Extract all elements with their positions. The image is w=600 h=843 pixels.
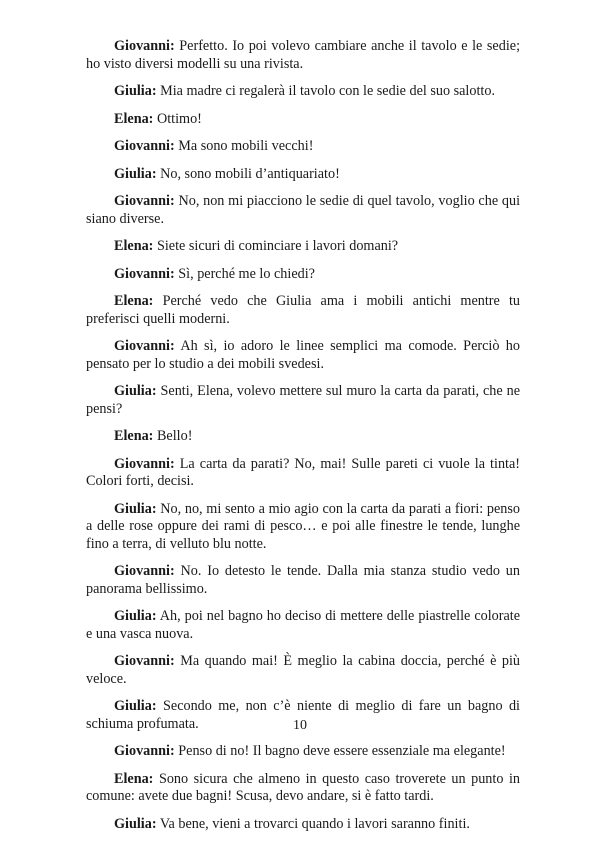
line-text: La carta da parati? No, mai! Sulle pareti ci vuole la tinta! Colori forti, decisi. <box>86 455 520 489</box>
speaker-name: Giulia: <box>114 500 157 517</box>
speaker-name: Elena: <box>114 293 154 309</box>
line-text: Secondo me, non c’è niente di meglio di fare un bagno di schiuma profumata. <box>86 698 521 732</box>
line-text: No. Io detesto le tende. Dalla mia stanza studio vedo un panorama bellissimo. <box>86 563 520 597</box>
line-text: Senti, Elena, volevo mettere sul muro la carta da parati, che ne pensi? <box>86 383 521 417</box>
dialogue-line <box>86 338 520 373</box>
dialogue-line <box>86 193 520 228</box>
speaker-name: Elena: <box>114 428 154 444</box>
speaker-name: Giulia: <box>114 815 157 832</box>
speaker-name: Giulia: <box>114 383 157 399</box>
line-text: Bello! <box>156 428 193 444</box>
line-text: Ma quando mai! È meglio la cabina doccia, perché è più veloce. <box>86 653 520 687</box>
dialogue-line <box>86 138 520 156</box>
line-text: No, sono mobili d’antiquariato! <box>160 165 340 182</box>
speaker-name: Giulia: <box>114 83 157 99</box>
line-text: Sì, perché me lo chiedi? <box>178 265 315 282</box>
line-text: Va bene, vieni a trovarci quando i lavori saranno finiti. <box>159 815 470 832</box>
dialogue-line <box>86 771 520 806</box>
dialogue-line <box>86 293 520 328</box>
dialogue-line <box>86 166 520 184</box>
dialogue-line <box>86 608 520 643</box>
line-text: Ma sono mobili vecchi! <box>178 138 314 154</box>
line-text: No, non mi piacciono le sedie di quel tavolo, voglio che qui siano diverse. <box>86 193 521 227</box>
dialogue-line <box>86 38 520 73</box>
dialogue-line <box>86 428 520 446</box>
line-text: Ottimo! <box>156 110 202 127</box>
speaker-name: Giulia: <box>114 165 157 182</box>
dialogue-line <box>86 816 520 834</box>
line-text: Sono sicura che almeno in questo caso troverete un punto in comune: avete due bagni! Scusa, devo andare, si è fatto tardi. <box>86 770 520 804</box>
dialogue-line <box>86 383 520 418</box>
line-text: No, no, mi sento a mio agio con la carta da parati a fiori: penso a delle rose oppure dei rami di pesco… e poi alle finestre le tende, lunghe fino a terra, di velluto blu notte. <box>86 500 521 552</box>
dialogue-line <box>86 456 520 491</box>
speaker-name: Giulia: <box>114 608 157 624</box>
line-text: Ah, poi nel bagno ho deciso di mettere delle piastrelle colorate e una vasca nuova. <box>86 608 521 642</box>
line-text: Perché vedo che Giulia ama i mobili antichi mentre tu preferisci quelli moderni. <box>86 293 521 327</box>
speaker-name: Elena: <box>114 770 154 787</box>
dialogue-line <box>86 501 520 554</box>
speaker-name: Giovanni: <box>114 38 175 54</box>
line-text: Siete sicuri di cominciare i lavori domani? <box>156 238 399 254</box>
dialogue-line <box>86 238 520 256</box>
line-text: Perfetto. Io poi volevo cambiare anche il tavolo e le sedie; ho visto diversi modelli su una rivista. <box>86 38 521 72</box>
dialogue-line <box>86 111 520 129</box>
speaker-name: Giovanni: <box>114 265 175 282</box>
speaker-name: Elena: <box>114 238 154 254</box>
speaker-name: Giovanni: <box>114 455 175 472</box>
line-text: Penso di no! Il bagno deve essere essenziale ma elegante! <box>178 743 506 759</box>
dialogue-line <box>86 743 520 761</box>
speaker-name: Giovanni: <box>114 193 175 209</box>
line-text: Mia madre ci regalerà il tavolo con le sedie del suo salotto. <box>160 83 495 99</box>
speaker-name: Elena: <box>114 110 154 127</box>
dialogue-line <box>86 563 520 598</box>
speaker-name: Giovanni: <box>114 138 175 154</box>
dialogue-line <box>86 266 520 284</box>
dialogue-line <box>86 83 520 101</box>
speaker-name: Giovanni: <box>114 563 175 579</box>
speaker-name: Giulia: <box>114 698 157 714</box>
line-text: Ah sì, io adoro le linee semplici ma comode. Perciò ho pensato per lo studio a dei mobili svedesi. <box>86 338 520 372</box>
speaker-name: Giovanni: <box>114 653 175 669</box>
page-number: 10 <box>293 718 307 733</box>
dialogue-line <box>86 653 520 688</box>
speaker-name: Giovanni: <box>114 743 175 759</box>
speaker-name: Giovanni: <box>114 338 175 354</box>
